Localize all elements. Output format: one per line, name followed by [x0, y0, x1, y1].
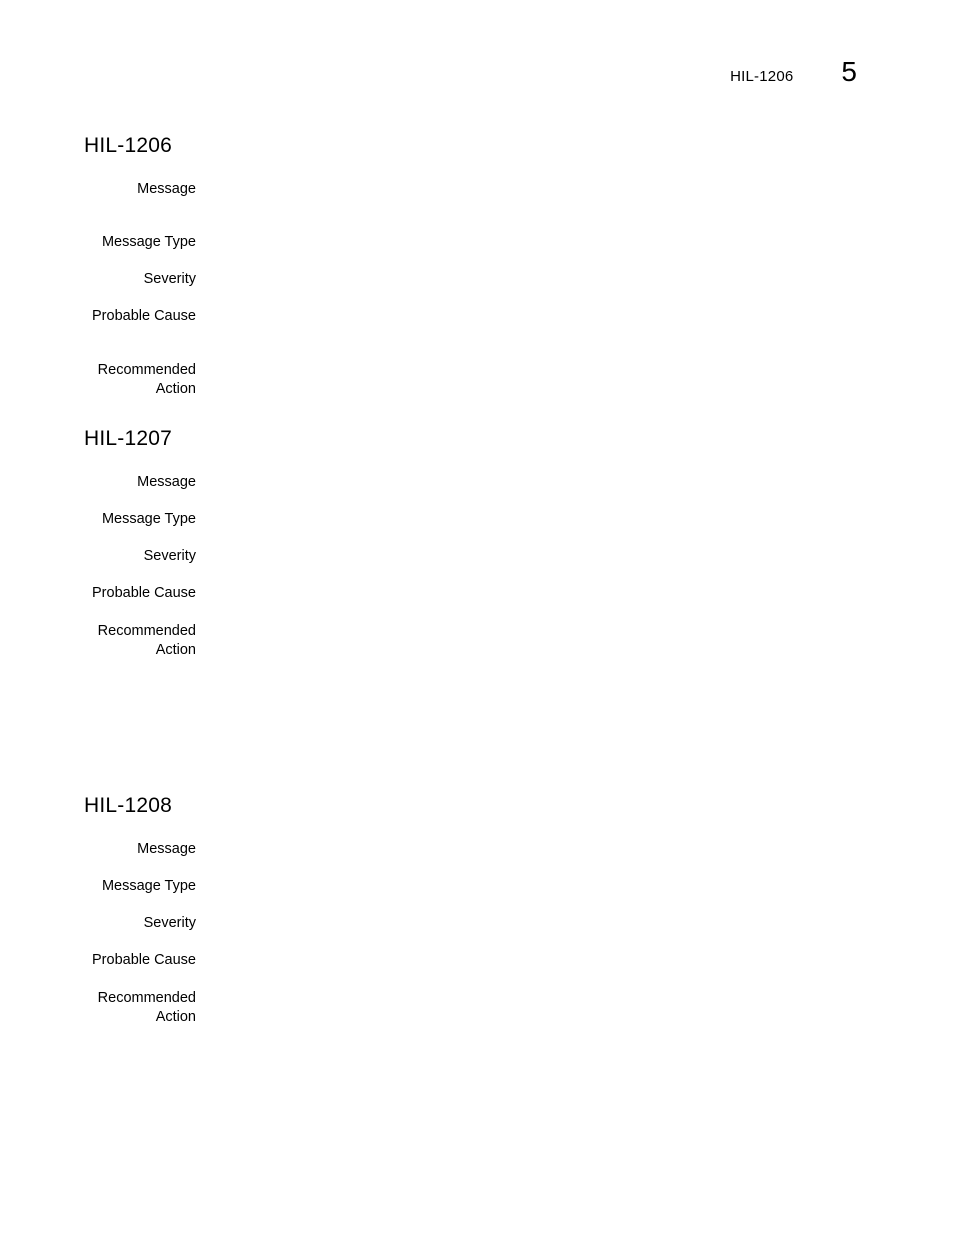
section-heading: HIL-1206 — [84, 134, 172, 157]
label-message: Message — [137, 841, 196, 857]
running-header — [730, 58, 857, 86]
section-heading: HIL-1208 — [84, 794, 172, 817]
label-recommended: Recommended — [97, 362, 196, 378]
section-hil-1208 — [84, 794, 884, 1025]
label-message: Message — [137, 181, 196, 197]
running-header-title: HIL-1206 — [730, 68, 794, 85]
label-message-type: Message Type — [101, 878, 196, 894]
label-recommended: Recommended — [97, 990, 196, 1006]
label-action: Action — [155, 381, 196, 397]
label-probable-cause: Probable Cause — [92, 585, 196, 601]
label-message-type: Message Type — [101, 234, 196, 250]
label-severity: Severity — [143, 271, 196, 287]
section-hil-1206 — [84, 134, 884, 397]
label-message: Message — [137, 474, 196, 490]
label-recommended: Recommended — [97, 623, 196, 639]
label-action: Action — [155, 1009, 196, 1025]
label-severity: Severity — [143, 915, 196, 931]
label-severity: Severity — [143, 548, 196, 564]
chapter-number: 5 — [841, 56, 857, 87]
section-heading: HIL-1207 — [84, 427, 172, 450]
label-probable-cause: Probable Cause — [92, 952, 196, 968]
label-message-type: Message Type — [101, 511, 196, 527]
label-probable-cause: Probable Cause — [92, 308, 196, 324]
section-hil-1207 — [84, 427, 884, 658]
label-action: Action — [155, 642, 196, 658]
